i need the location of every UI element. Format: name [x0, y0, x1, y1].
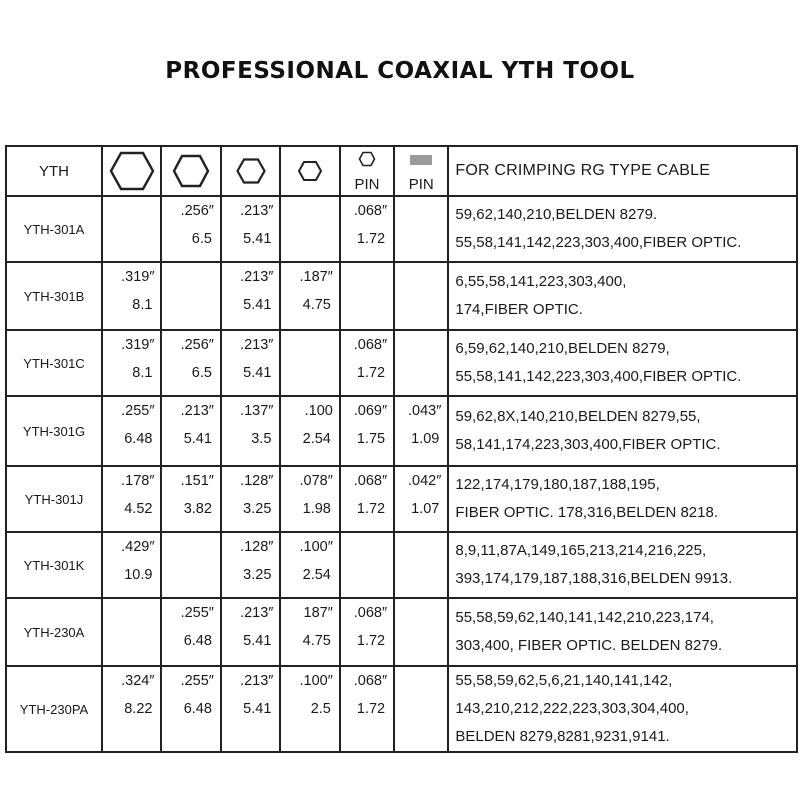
mm-value: 1.07: [411, 501, 440, 517]
mm-value: 4.75: [302, 633, 331, 649]
size-cell: [280, 196, 339, 262]
inch-value: .319″: [121, 337, 155, 353]
inch-value: .429″: [121, 539, 155, 555]
header-hex-sm: [280, 146, 339, 196]
size-cell: [161, 598, 220, 666]
size-cell: [280, 532, 339, 598]
inch-value: .319″: [121, 269, 155, 285]
mm-value: 5.41: [243, 633, 272, 649]
model-cell: YTH-230A: [6, 598, 102, 666]
inch-value: .255″: [180, 605, 214, 621]
mm-value: 3.5: [251, 431, 272, 447]
hexagon-xl-icon: [108, 150, 156, 192]
mm-value: 6.5: [191, 365, 212, 381]
inch-value: .178″: [121, 473, 155, 489]
mm-value: 8.22: [124, 701, 153, 717]
model-cell: YTH-301B: [6, 262, 102, 330]
pin-cell: [340, 196, 394, 262]
mm-value: 5.41: [243, 297, 272, 313]
inch-value: .256″: [180, 203, 214, 219]
table-row: [6, 666, 797, 752]
pin-cell: [394, 196, 448, 262]
size-cell: [161, 196, 220, 262]
hexagon-md-icon: [235, 157, 267, 185]
inch-value: .324″: [121, 673, 155, 689]
size-cell: [161, 396, 220, 466]
size-cell: [280, 666, 339, 752]
mm-value: 1.72: [356, 231, 386, 247]
size-cell: [102, 466, 161, 532]
size-cell: [221, 396, 280, 466]
model-cell: YTH-301J: [6, 466, 102, 532]
size-cell: [102, 330, 161, 396]
size-cell: [221, 466, 280, 532]
inch-value: .255″: [180, 673, 214, 689]
mm-value: 2.54: [302, 567, 331, 583]
yth-spec-table: [5, 145, 798, 753]
size-cell: [102, 666, 161, 752]
mm-value: 1.75: [356, 431, 386, 447]
pin-bar-icon: [410, 155, 432, 165]
size-cell: [102, 196, 161, 262]
model-cell: YTH-301K: [6, 532, 102, 598]
table-row: [6, 196, 797, 262]
inch-value: .068″: [353, 337, 388, 353]
cable-types-cell: [448, 262, 797, 330]
mm-value: 6.48: [183, 633, 212, 649]
size-cell: [102, 262, 161, 330]
mm-value: 6.48: [183, 701, 212, 717]
inch-value: .069″: [353, 403, 388, 419]
pin-cell: [340, 666, 394, 752]
table-row: [6, 330, 797, 396]
pin-cell: [394, 396, 448, 466]
size-cell: [161, 532, 220, 598]
table-row: [6, 262, 797, 330]
pin-label-1: PIN: [354, 176, 380, 193]
pin-cell: [394, 532, 448, 598]
inch-value: .068″: [353, 203, 388, 219]
size-cell: [102, 396, 161, 466]
inch-value: .043″: [408, 403, 442, 419]
header-pin-1: [340, 146, 394, 196]
pin-cell: [340, 532, 394, 598]
cable-types-line: 174,FIBER OPTIC.: [455, 301, 583, 318]
cable-types-cell: [448, 598, 797, 666]
mm-value: 1.72: [356, 501, 386, 517]
mm-value: 1.09: [411, 431, 440, 447]
mm-value: 5.41: [243, 365, 272, 381]
inch-value: .213″: [240, 673, 274, 689]
size-cell: [161, 466, 220, 532]
header-row: [6, 146, 797, 196]
pin-cell: [394, 330, 448, 396]
cable-types-line: BELDEN 8279,8281,9231,9141.: [455, 728, 670, 745]
header-yth: YTH: [6, 146, 102, 196]
inch-value: 187″: [303, 605, 333, 621]
inch-value: .213″: [240, 605, 274, 621]
inch-value: .100: [304, 403, 333, 419]
pin-cell: [394, 666, 448, 752]
table-row: [6, 396, 797, 466]
pin-cell: [394, 598, 448, 666]
pin-cell: [340, 598, 394, 666]
header-hex-lg: [161, 146, 220, 196]
inch-value: .068″: [353, 673, 388, 689]
size-cell: [102, 532, 161, 598]
inch-value: .187″: [299, 269, 333, 285]
inch-value: .256″: [180, 337, 214, 353]
hexagon-sm-icon: [297, 160, 323, 182]
cable-types-line: 393,174,179,187,188,316,BELDEN 9913.: [455, 570, 733, 587]
size-cell: [280, 330, 339, 396]
table-row: [6, 466, 797, 532]
mm-value: 2.54: [302, 431, 331, 447]
cable-types-line: 55,58,141,142,223,303,400,FIBER OPTIC.: [455, 234, 742, 251]
size-cell: [280, 262, 339, 330]
page-title: PROFESSIONAL COAXIAL YTH TOOL: [165, 58, 635, 84]
size-cell: [102, 598, 161, 666]
inch-value: .213″: [240, 203, 274, 219]
size-cell: [161, 330, 220, 396]
size-cell: [280, 466, 339, 532]
header-pin-2: [394, 146, 448, 196]
pin-cell: [340, 262, 394, 330]
cable-types-line: 55,58,59,62,140,141,142,210,223,174,: [455, 609, 714, 626]
mm-value: 3.82: [183, 501, 212, 517]
mm-value: 1.72: [356, 701, 386, 717]
inch-value: .078″: [299, 473, 333, 489]
model-cell: YTH-301C: [6, 330, 102, 396]
table-row: [6, 598, 797, 666]
model-cell: YTH-301G: [6, 396, 102, 466]
cable-types-line: 303,400, FIBER OPTIC. BELDEN 8279.: [455, 637, 723, 654]
inch-value: .213″: [180, 403, 214, 419]
cable-types-cell: [448, 396, 797, 466]
mm-value: 10.9: [124, 567, 153, 583]
pin-cell: [394, 262, 448, 330]
mm-value: 5.41: [243, 231, 272, 247]
header-hex-xl: [102, 146, 161, 196]
size-cell: [161, 262, 220, 330]
cable-types-cell: [448, 532, 797, 598]
cable-types-line: 143,210,212,222,223,303,304,400,: [455, 700, 689, 717]
inch-value: .100″: [299, 673, 333, 689]
mm-value: 4.75: [302, 297, 331, 313]
size-cell: [221, 196, 280, 262]
size-cell: [221, 532, 280, 598]
pin-cell: [340, 330, 394, 396]
inch-value: .042″: [408, 473, 442, 489]
cable-types-cell: [448, 466, 797, 532]
mm-value: 1.72: [356, 633, 386, 649]
size-cell: [221, 666, 280, 752]
mm-value: 5.41: [183, 431, 212, 447]
cable-types-cell: [448, 666, 797, 752]
cable-types-line: 58,141,174,223,303,400,FIBER OPTIC.: [455, 436, 721, 453]
pin-cell: [340, 466, 394, 532]
header-description: FOR CRIMPING RG TYPE CABLE: [448, 146, 797, 196]
cable-types-line: 6,55,58,141,223,303,400,: [455, 273, 627, 290]
cable-types-line: 59,62,8X,140,210,BELDEN 8279,55,: [455, 408, 701, 425]
size-cell: [280, 598, 339, 666]
mm-value: 8.1: [132, 365, 153, 381]
cable-types-line: 55,58,141,142,223,303,400,FIBER OPTIC.: [455, 368, 742, 385]
inch-value: .151″: [180, 473, 214, 489]
size-cell: [221, 598, 280, 666]
mm-value: 3.25: [243, 567, 272, 583]
mm-value: 4.52: [124, 501, 153, 517]
cable-types-line: 59,62,140,210,BELDEN 8279.: [455, 206, 658, 223]
mm-value: 3.25: [243, 501, 272, 517]
model-cell: YTH-230PA: [6, 666, 102, 752]
cable-types-line: 55,58,59,62,5,6,21,140,141,142,: [455, 672, 673, 689]
mm-value: 6.48: [124, 431, 153, 447]
small-hexagon-pin-icon: [358, 151, 376, 167]
inch-value: .128″: [240, 473, 274, 489]
mm-value: 5.41: [243, 701, 272, 717]
hexagon-lg-icon: [171, 153, 211, 189]
inch-value: .213″: [240, 269, 274, 285]
mm-value: 8.1: [132, 297, 153, 313]
inch-value: .213″: [240, 337, 274, 353]
mm-value: 1.72: [356, 365, 386, 381]
mm-value: 6.5: [191, 231, 212, 247]
header-hex-md: [221, 146, 280, 196]
cable-types-line: 8,9,11,87A,149,165,213,214,216,225,: [455, 542, 707, 559]
pin-cell: [340, 396, 394, 466]
inch-value: .128″: [240, 539, 274, 555]
size-cell: [221, 330, 280, 396]
mm-value: 2.5: [310, 701, 331, 717]
model-cell: YTH-301A: [6, 196, 102, 262]
inch-value: .137″: [240, 403, 274, 419]
cable-types-cell: [448, 196, 797, 262]
inch-value: .068″: [353, 605, 388, 621]
inch-value: .068″: [353, 473, 388, 489]
mm-value: 1.98: [302, 501, 331, 517]
cable-types-line: 6,59,62,140,210,BELDEN 8279,: [455, 340, 670, 357]
cable-types-line: 122,174,179,180,187,188,195,: [455, 476, 660, 493]
pin-label-2: PIN: [408, 176, 434, 193]
cable-types-cell: [448, 330, 797, 396]
pin-cell: [394, 466, 448, 532]
size-cell: [280, 396, 339, 466]
inch-value: .100″: [299, 539, 333, 555]
table-row: [6, 532, 797, 598]
size-cell: [221, 262, 280, 330]
cable-types-line: FIBER OPTIC. 178,316,BELDEN 8218.: [455, 504, 718, 521]
size-cell: [161, 666, 220, 752]
inch-value: .255″: [121, 403, 155, 419]
